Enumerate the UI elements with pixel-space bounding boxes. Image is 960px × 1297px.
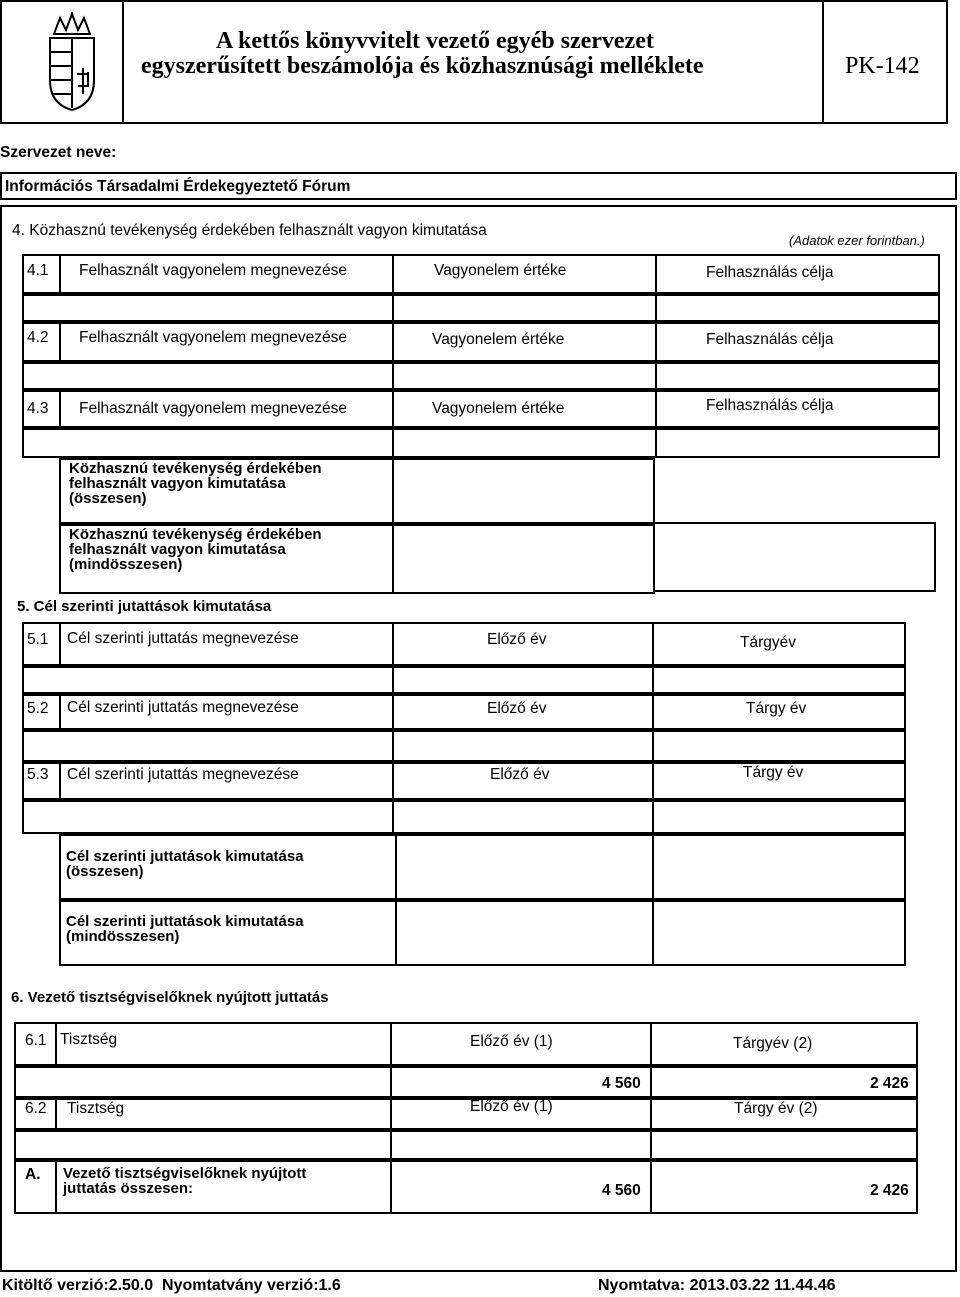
column-header-name: Felhasznált vagyonelem megnevezése xyxy=(79,400,347,417)
org-label: Szervezet neve: xyxy=(0,144,117,161)
total-prev-value: 4 560 xyxy=(602,1182,641,1199)
column-header-value: Vagyonelem értéke xyxy=(434,262,567,279)
prev-year-value: 4 560 xyxy=(602,1075,641,1092)
footer-printed: Nyomtatva: 2013.03.22 11.44.46 xyxy=(598,1277,836,1294)
column-header-purpose: Felhasználás célja xyxy=(706,264,834,281)
column-header-prev: Előző év (1) xyxy=(470,1033,553,1050)
column-header-curr: Tárgy év (2) xyxy=(734,1100,818,1117)
column-header-curr: Tárgy év xyxy=(743,764,804,781)
column-header-name: Felhasznált vagyonelem megnevezése xyxy=(79,329,347,346)
section5-title: 5. Cél szerinti jutattások kimutatása xyxy=(17,598,272,615)
coat-of-arms-icon xyxy=(40,12,104,112)
section6-title: 6. Vezető tisztségviselőknek nyújtott juttatás xyxy=(11,989,329,1006)
row-number: 5.2 xyxy=(27,700,49,717)
column-header-purpose: Felhasználás célja xyxy=(706,331,834,348)
column-header-prev: Előző év xyxy=(487,631,547,648)
header-divider xyxy=(122,0,124,124)
total-current-value: 2 426 xyxy=(870,1182,909,1199)
column-header-value: Vagyonelem értéke xyxy=(432,331,565,348)
row-number: 4.1 xyxy=(27,262,49,279)
form-code: PK-142 xyxy=(845,53,920,79)
footer-version: Kitöltő verzió:2.50.0 Nyomtatvány verzió:1.6 xyxy=(2,1277,341,1294)
column-header-name: Tisztség xyxy=(67,1100,125,1117)
header-divider-right xyxy=(822,0,824,124)
column-header-prev: Előző év (1) xyxy=(470,1098,553,1115)
row-number: 6.1 xyxy=(25,1032,47,1049)
row-number: 4.2 xyxy=(27,329,49,346)
current-year-value: 2 426 xyxy=(870,1075,909,1092)
column-header-curr: Tárgyév (2) xyxy=(733,1035,813,1052)
column-header-purpose: Felhasználás célja xyxy=(706,397,834,414)
section5-total-label: Cél szerinti juttatások kimutatása (összesen) xyxy=(66,848,304,880)
column-header-name: Cél szerinti juttatás megnevezése xyxy=(67,630,299,647)
column-header-value: Vagyonelem értéke xyxy=(432,400,565,417)
section4-title: 4. Közhasznú tevékenység érdekében felhasznált vagyon kimutatása xyxy=(12,222,487,239)
row-number: 6.2 xyxy=(25,1100,47,1117)
column-header-name: Cél szerinti jutattás megnevezése xyxy=(67,766,299,783)
column-header-curr: Tárgyév xyxy=(740,634,796,651)
form-title-line1: A kettős könyvvitelt vezető egyéb szervezet xyxy=(216,28,654,54)
column-header-name: Tisztség xyxy=(60,1031,118,1048)
section4-grand-total-label: Közhasznú tevékenység érdekében felhasznált vagyon kimutatása (mindösszesen) xyxy=(69,526,322,573)
unit-note: (Adatok ezer forintban.) xyxy=(789,233,925,248)
section5-grand-total-label: Cél szerinti juttatások kimutatása (mindösszesen) xyxy=(66,913,304,945)
column-header-name: Cél szerinti juttatás megnevezése xyxy=(67,699,299,716)
row-number: 4.3 xyxy=(27,400,49,417)
page-frame xyxy=(0,205,957,1272)
row-number: 5.3 xyxy=(27,766,49,783)
total-row-label: A. xyxy=(25,1166,41,1183)
section4-total-label: Közhasznú tevékenység érdekében felhasznált vagyon kimutatása (összesen) xyxy=(69,460,322,507)
column-header-prev: Előző év xyxy=(490,766,550,783)
form-title-line2: egyszerűsített beszámolója és közhasznúsági melléklete xyxy=(141,53,704,79)
column-header-prev: Előző év xyxy=(487,700,547,717)
column-header-curr: Tárgy év xyxy=(746,700,807,717)
section6-total-text: Vezető tisztségviselőknek nyújtott juttatás összesen: xyxy=(63,1165,307,1197)
column-header-name: Felhasznált vagyonelem megnevezése xyxy=(79,262,347,279)
row-number: 5.1 xyxy=(27,631,49,648)
org-name: Információs Társadalmi Érdekegyeztető Fórum xyxy=(5,178,351,195)
